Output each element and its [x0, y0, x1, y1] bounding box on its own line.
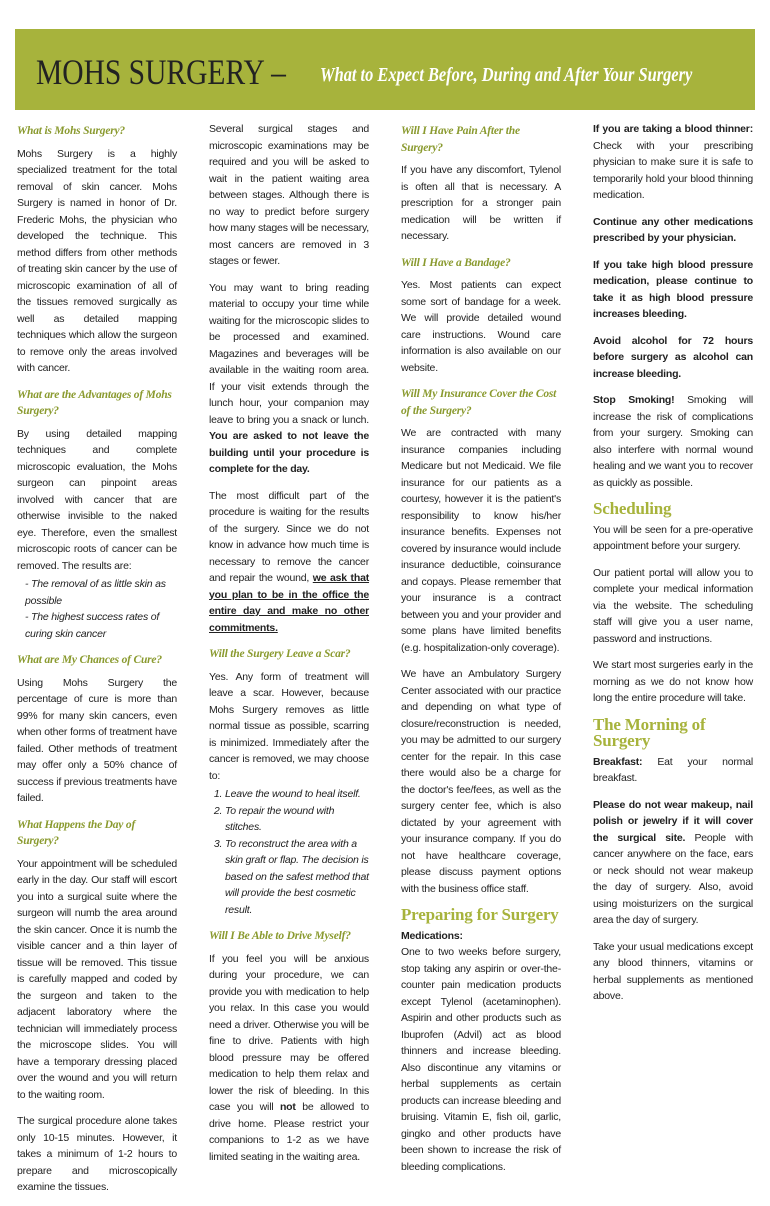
paragraph: We have an Ambulatory Surgery Center associated with our practice and depending on what type of closure/reconstruction is needed, you may be admitted to our surgery center for the repair. In this case there would also be a charge for the doctor's fee/fees, as well as the surgery center fee, which is also dictated by your agreement with your insurance company. If you do not have healthcare coverage, please discuss payment options with the business office staff. — [401, 668, 561, 895]
paragraph: Yes. Any form of treatment will leave a scar. However, because Mohs Surgery removes as little normal tissue as possible, scarring is minimized. Immediately after the cancer is removed, we may choose to: — [209, 670, 369, 782]
header-banner — [15, 29, 755, 110]
question-what-is-mohs: What is Mohs Surgery? — [17, 125, 125, 137]
paragraph: You will be seen for a pre-operative appointment before your surgery. — [593, 523, 753, 552]
paragraph: Our patient portal will allow you to complete your medical information via the website. The scheduling staff will give you a user name, password and instructions. — [593, 566, 753, 645]
page-subtitle: What to Expect Before, During and After Your Surgery — [320, 64, 693, 86]
paragraph: If you have any discomfort, Tylenol is often all that is necessary. A prescription for a stronger pain medication will be written if necessary. — [401, 164, 561, 242]
paragraph: The surgical procedure alone takes only 10-15 minutes. However, it takes a minimum of 1-2 hours to prepare and microscopically examine the tissues. — [17, 1115, 177, 1193]
question-drive: Will I Be Able to Drive Myself? — [209, 930, 351, 942]
section-heading-morning: The Morning of Surgery — [593, 714, 706, 750]
section-heading-preparing: Preparing for Surgery — [401, 905, 559, 924]
text: The most difficult part of the procedure is waiting for the results of the surgery. Since we do not know in advance how much time is necessary to remove the cancer and repair the wound, — [209, 489, 369, 584]
options-list — [209, 786, 369, 918]
list-item: - The removal of as little skin as possible — [25, 576, 177, 609]
paragraph: We start most surgeries early in the morning as we do not know how long the entire procedure will take. — [593, 659, 753, 704]
text: Check with your prescribing physician to make sure it is safe to temporarily hold your blood thinning medication. — [593, 139, 753, 201]
question-advantages: What are the Advantages of Mohs Surgery? — [17, 388, 172, 417]
bold-text: Please do not wear makeup, nail polish or jewelry if it will cover the surgical site. — [593, 798, 753, 844]
title-main: MOHS SURGERY – — [36, 52, 286, 92]
text: You may want to bring reading material to occupy your time while waiting for the microscopic slides to be processed and examined. Magazines and beverages will be available in the waiting room area. If your visit extends through the lunch hour, your companion may leave to bring you a snack or lunch. — [209, 281, 369, 426]
section-heading-scheduling: Scheduling — [593, 499, 672, 518]
list-item: - The highest success rates of curing skin cancer — [25, 609, 177, 642]
results-list — [17, 576, 177, 642]
text: People with cancer anywhere on the face, ears or neck should not wear makeup the day of surgery. Also, avoid using moisturizers on the surgical area the day of surgery. — [593, 831, 754, 926]
column-4 — [593, 121, 753, 1015]
paragraph: Continue any other medications prescribed by your physician. — [593, 215, 753, 244]
paragraph: Your appointment will be scheduled early in the day. Our staff will escort you into a surgical suite where the surgeon will numb the area around the skin cancer. Once it is numb the visible cancer and a thin layer of tissue will be removed. This tissue is carefully mapped and coded by the surgeon and taken to the adjacent laboratory where the technician will immediately process the microscope slides. You will have a temporary dressing placed over the wound and you will return to the waiting room. — [17, 857, 177, 1101]
bold-text: You are asked to not leave the building until your procedure is complete for the day. — [209, 430, 369, 475]
paragraph: Avoid alcohol for 72 hours before surgery as alcohol can increase bleeding. — [593, 334, 753, 380]
text: Smoking will increase the risk of complications from your surgery. Smoking can also interfere with normal wound healing and we want you to recover as quickly as possible. — [593, 394, 754, 489]
question-pain: Will I Have Pain After the Surgery? — [401, 125, 520, 154]
paragraph — [593, 797, 753, 929]
question-scar: Will the Surgery Leave a Scar? — [209, 648, 351, 660]
question-chances-of-cure: What are My Chances of Cure? — [17, 654, 162, 666]
text: If you feel you will be anxious during your procedure, we can provide you with medication to help you relax. In this case you would need a driver. Otherwise you will be fine to drive. Patients with high blood pressure may be offered medication to help them relax and lower the risk of bleeding. In this case you will — [209, 952, 369, 1113]
bold-text: Stop Smoking! — [593, 394, 675, 406]
column-2 — [209, 121, 369, 1175]
paragraph — [593, 754, 753, 787]
list-item: 2. To repair the wound with stitches. — [225, 803, 369, 836]
paragraph: Several surgical stages and microscopic examinations may be required and you will be asked to wait in the patient waiting area between stages. Although there is no way to predict before surgery how many stages will be necessary, most cancers are removed in 3 stages or fewer. — [209, 123, 369, 267]
paragraph: We are contracted with many insurance companies including Medicare but not Medicaid. We file insurance for our patients as a courtesy, however it is the patient's responsibility to know his/her insurance benefits. Expenses not covered by insurance would include insurance deductible, coinsurance and copays. Please remember that your insurance is a contract between you and your provider and some plans have limited benefits (e.g. hospitalization-only coverage). — [401, 427, 561, 654]
paragraph — [593, 121, 753, 204]
list-item: 1. Leave the wound to heal itself. — [225, 786, 369, 803]
question-day-of-surgery: What Happens the Day of Surgery? — [17, 818, 136, 847]
question-bandage: Will I Have a Bandage? — [401, 256, 511, 269]
bold-text: If you are taking a blood thinner: — [593, 123, 753, 135]
paragraph: Mohs Surgery is a highly specialized treatment for the total removal of skin cancer. Mohs Surgery is named in honor of Dr. Frederic Mohs, the physician who developed the technique. This method differs from other methods of treating skin cancer by the use of microscopic examination of all of the tissues removed surgically as well as detailed mapping techniques which allow the surgeon to remove only the areas involved with cancer. — [17, 147, 177, 374]
paragraph: One to two weeks before surgery, stop taking any aspirin or over-the-counter pain medication products except Tylenol (acetaminophen). Aspirin and other products such as Ibuprofen (Advil) act as blood thinners and increase bleeding. Also discontinue any vitamins or herbal supplements as certain products can increase bleeding and bruising. Vitamin E, fish oil, garlic, gingko and other products have been shown to increase the risk of bleeding complications. — [401, 946, 561, 1173]
paragraph — [593, 392, 753, 491]
medications-label: Medications: — [401, 929, 463, 942]
paragraph — [209, 488, 369, 637]
paragraph: Take your usual medications except any blood thinners, vitamins or herbal supplements as mentioned above. — [593, 940, 753, 1002]
paragraph: Using Mohs Surgery the percentage of cure is more than 99% for many skin cancers, even when other forms of treatment have failed. Other methods of treatment may offer only a 50% chance of success if previous treatments have failed. — [17, 676, 177, 804]
underlined-text: we ask that you plan to be in the office the entire day and make no other commitments. — [209, 572, 370, 634]
paragraph: By using detailed mapping techniques and complete microscopic evaluation, the Mohs surgeon can pinpoint areas involved with cancer that are otherwise invisible to the naked eye. Therefore, even the smallest microscopic roots of cancer can be removed. The results are: — [17, 427, 177, 572]
list-item: 3. To reconstruct the area with a skin graft or flap. The decision is based on the safest method that will provide the best cosmetic result. — [225, 836, 369, 919]
text: Eat your normal breakfast. — [593, 755, 753, 784]
text: be allowed to drive home. Please restrict your companions to 1-2 as we have limited seating in the waiting area. — [209, 1101, 370, 1163]
paragraph — [209, 280, 369, 478]
paragraph — [209, 951, 369, 1166]
bold-text: not — [279, 1101, 296, 1113]
paragraph: Yes. Most patients can expect some sort of bandage for a week. We will provide detailed wound care instructions. Wound care information is also available on our website. — [401, 279, 561, 374]
question-insurance: Will My Insurance Cover the Cost of the Surgery? — [401, 388, 557, 417]
column-1 — [17, 121, 177, 1206]
column-3 — [401, 121, 561, 1185]
paragraph: If you take high blood pressure medication, please continue to take it as high blood pressure increases bleeding. — [593, 258, 753, 320]
page-title — [36, 39, 341, 113]
bold-text: Breakfast: — [593, 755, 643, 768]
